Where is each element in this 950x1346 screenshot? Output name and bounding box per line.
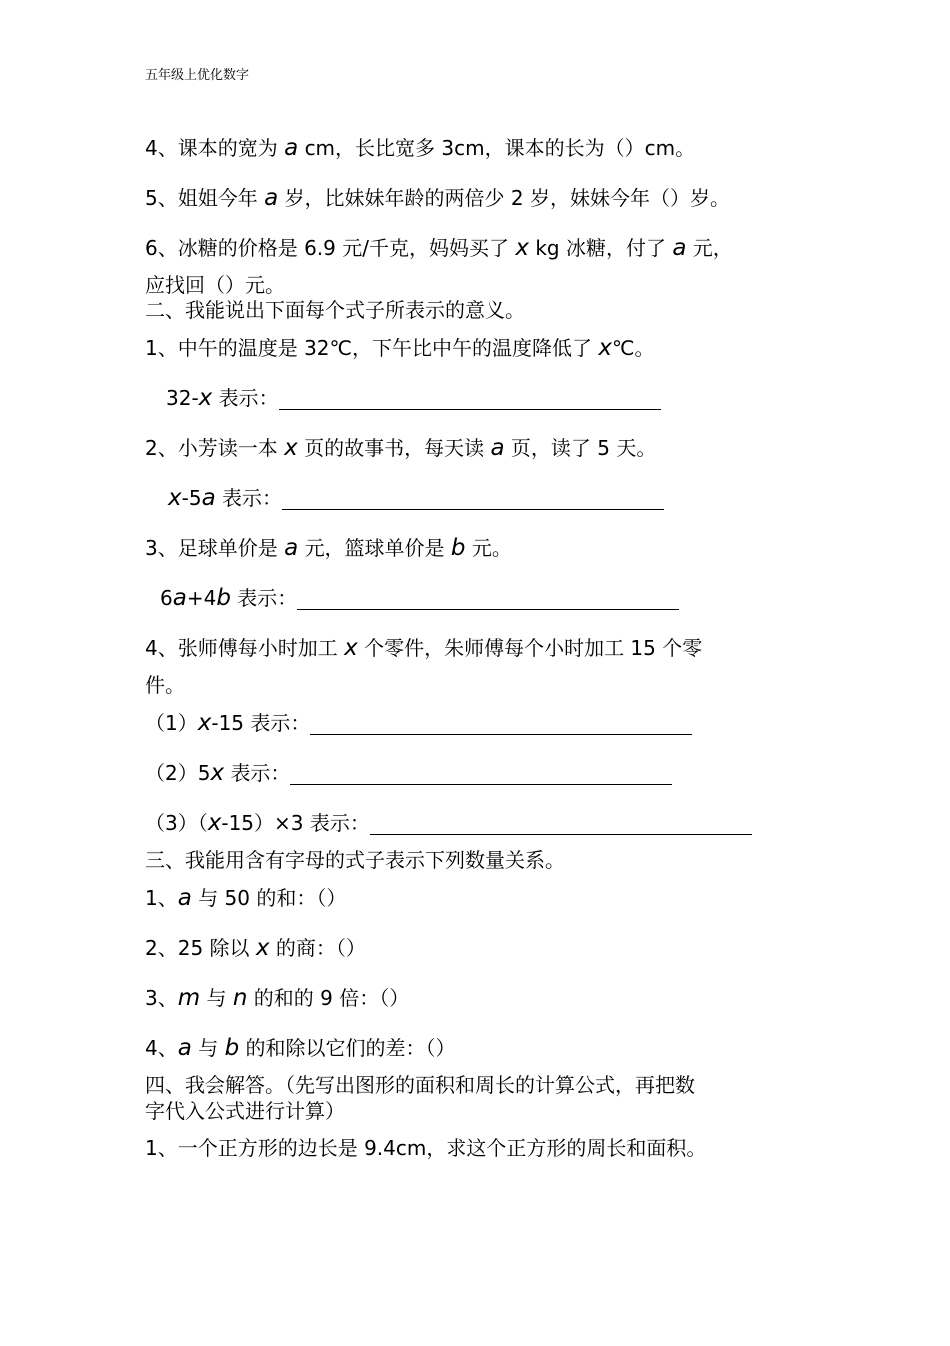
section-3-heading: 三、我能用含有字母的式子表示下列数量关系。 bbox=[145, 848, 565, 872]
section-2-question-1: 1、中午的温度是 32℃，下午比中午的温度降低了 x℃。 bbox=[145, 335, 655, 361]
answer-blank[interactable] bbox=[279, 391, 661, 410]
section-2-question-3: 3、足球单价是 a 元，篮球单价是 b 元。 bbox=[145, 535, 512, 561]
expression-4-1: （1）x-15 表示： bbox=[145, 711, 692, 735]
expression-4-3: （3）（x-15）×3 表示： bbox=[145, 811, 752, 835]
section-2-question-4-continued: 件。 bbox=[145, 673, 185, 697]
section-4-heading-continued: 字代入公式进行计算） bbox=[145, 1099, 345, 1123]
question-6: 6、冰糖的价格是 6.9 元/千克，妈妈买了 x kg 冰糖，付了 a 元， bbox=[145, 235, 733, 261]
answer-blank[interactable] bbox=[370, 816, 752, 835]
section-3-question-4: 4、a 与 b 的和除以它们的差：（） bbox=[145, 1035, 456, 1061]
answer-blank[interactable] bbox=[290, 766, 672, 785]
page-header: 五年级上优化数字 bbox=[145, 68, 250, 83]
expression-3: 6a+4b 表示： bbox=[160, 586, 679, 610]
section-2-question-2: 2、小芳读一本 x 页的故事书，每天读 a 页，读了 5 天。 bbox=[145, 435, 657, 461]
answer-blank[interactable] bbox=[297, 591, 679, 610]
section-4-question-1: 1、一个正方形的边长是 9.4cm，求这个正方形的周长和面积。 bbox=[145, 1136, 707, 1160]
section-2-question-4: 4、张师傅每小时加工 x 个零件，朱师傅每个小时加工 15 个零 bbox=[145, 635, 703, 661]
answer-blank[interactable] bbox=[282, 491, 664, 510]
answer-blank[interactable] bbox=[310, 716, 692, 735]
expression-4-2: （2）5x 表示： bbox=[145, 761, 672, 785]
section-3-question-1: 1、a 与 50 的和：（） bbox=[145, 885, 347, 911]
question-5: 5、姐姐今年 a 岁，比妹妹年龄的两倍少 2 岁，妹妹今年（）岁。 bbox=[145, 185, 731, 211]
question-4: 4、课本的宽为 a cm，长比宽多 3cm，课本的长为（）cm。 bbox=[145, 135, 696, 161]
expression-1: 32-x 表示： bbox=[166, 386, 661, 410]
section-3-question-2: 2、25 除以 x 的商：（） bbox=[145, 935, 366, 961]
section-2-heading: 二、我能说出下面每个式子所表示的意义。 bbox=[145, 298, 525, 322]
section-3-question-3: 3、m 与 n 的和的 9 倍：（） bbox=[145, 985, 410, 1011]
question-6-continued: 应找回（）元。 bbox=[145, 273, 285, 297]
section-4-heading: 四、我会解答。（先写出图形的面积和周长的计算公式，再把数 bbox=[145, 1073, 695, 1097]
expression-2: x-5a 表示： bbox=[168, 486, 664, 510]
